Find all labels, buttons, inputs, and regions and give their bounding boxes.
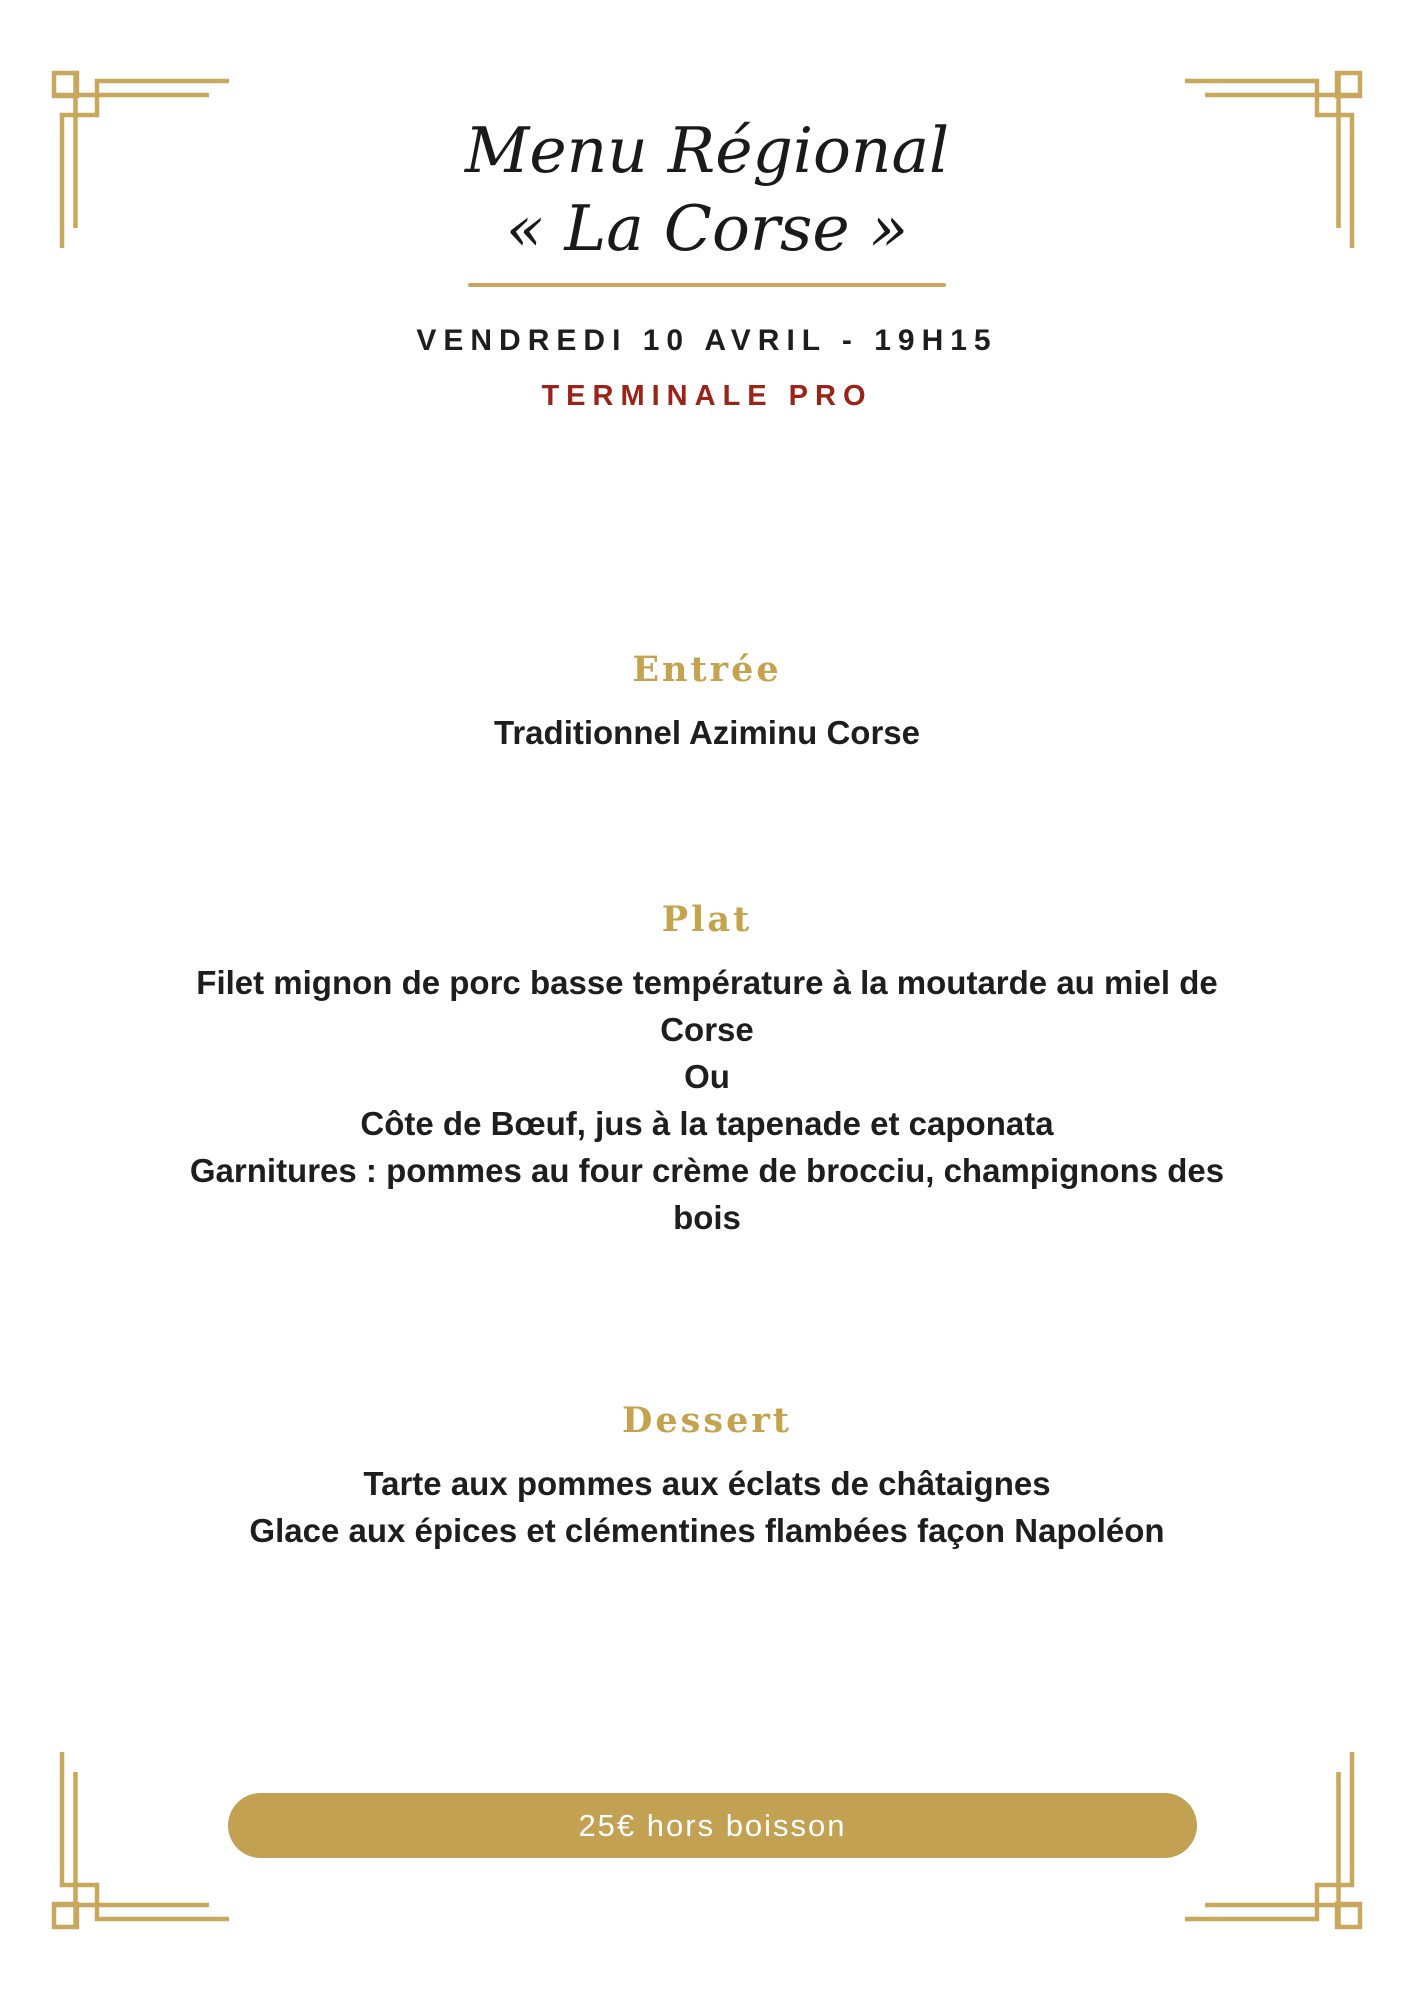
menu-item-line: Traditionnel Aziminu Corse xyxy=(494,714,920,751)
section-dessert-heading: Dessert xyxy=(622,1400,792,1441)
menu-item-line: Ou xyxy=(684,1058,730,1095)
section-entree-items xyxy=(0,709,1414,756)
section-dessert xyxy=(0,1396,1414,1554)
corner-ornament-bottom-left-icon xyxy=(0,1748,235,2000)
section-dessert-items xyxy=(0,1460,1414,1554)
event-date: VENDREDI 10 AVRIL - 19H15 xyxy=(416,324,998,357)
section-plat-items xyxy=(0,959,1414,1241)
section-entree xyxy=(0,645,1414,756)
section-plat-heading: Plat xyxy=(661,899,753,940)
corner-ornament-bottom-right-icon xyxy=(1179,1748,1414,2000)
menu-title xyxy=(0,112,1414,268)
menu-item-line: Corse xyxy=(660,1011,754,1048)
menu-title-line1: Menu Régional xyxy=(464,114,950,187)
section-plat xyxy=(0,895,1414,1241)
menu-item-line: Garnitures : pommes au four crème de brocciu, champignons des xyxy=(189,1152,1225,1189)
menu-item-line: Glace aux épices et clémentines flambées façon Napoléon xyxy=(249,1512,1165,1549)
class-name: TERMINALE PRO xyxy=(541,380,873,412)
section-entree-heading: Entrée xyxy=(632,649,782,690)
menu-item-line: Tarte aux pommes aux éclats de châtaignes xyxy=(363,1465,1051,1502)
menu-title-line2: « La Corse » xyxy=(505,192,909,265)
menu-item-line: Filet mignon de porc basse température à la moutarde au miel de xyxy=(196,964,1218,1001)
menu-item-line: Côte de Bœuf, jus à la tapenade et caponata xyxy=(360,1105,1054,1142)
price-badge: 25€ hors boisson xyxy=(228,1793,1197,1858)
menu-item-line: bois xyxy=(673,1199,741,1236)
title-divider xyxy=(468,283,946,287)
